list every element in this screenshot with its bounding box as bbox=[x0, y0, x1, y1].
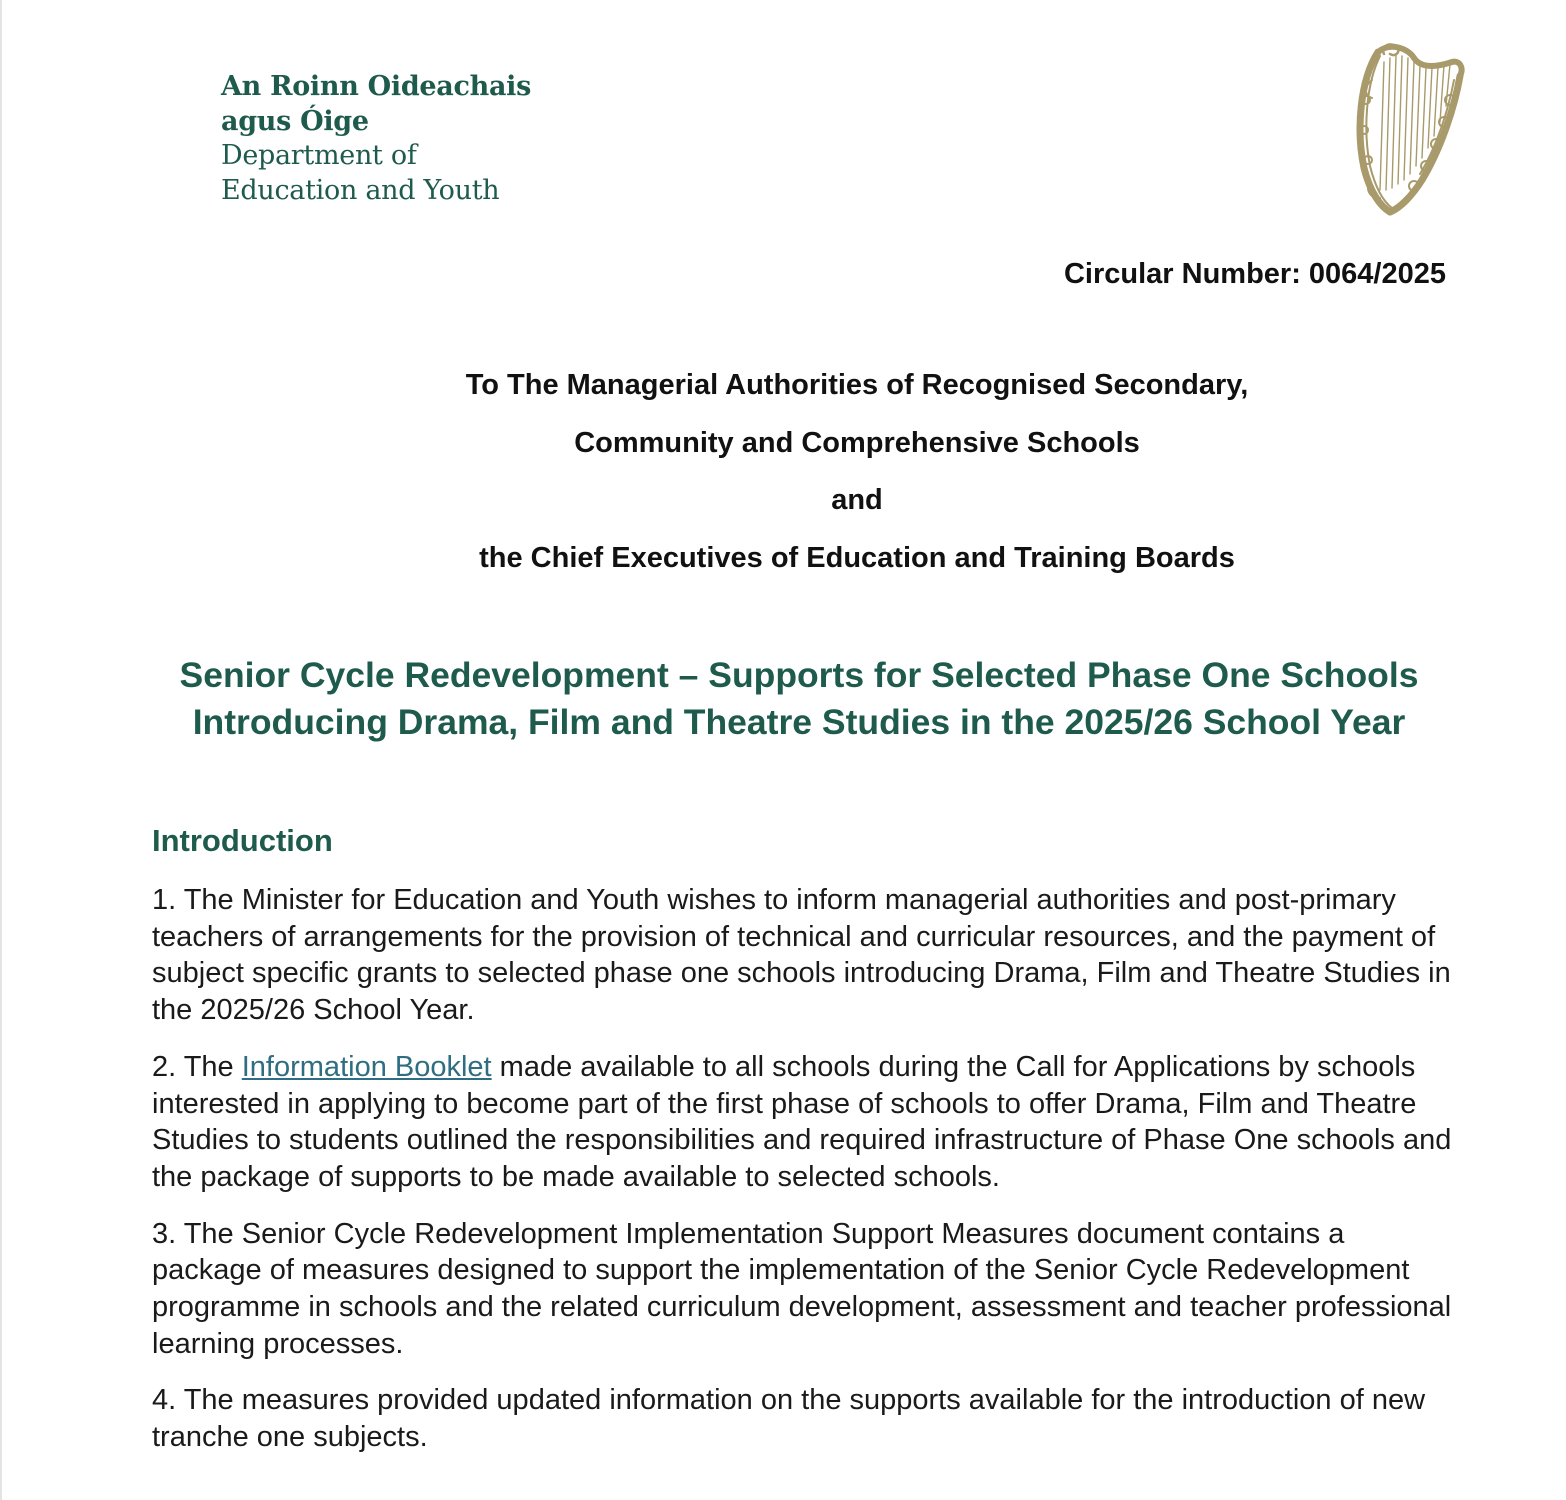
dept-english-line1: Department of bbox=[221, 140, 417, 171]
para2-prefix: 2. The bbox=[152, 1050, 242, 1083]
paragraph-4: 4. The measures provided updated information on the supports available for the introduction of new tranche one subjects. bbox=[152, 1384, 1426, 1454]
dept-english-line2: Education and Youth bbox=[221, 174, 500, 206]
para2-suffix: made available to all schools during the Call for Applications by schools interested in applying to become part of the first phase of schools to offer Drama, Film and Theatre Studies to students outlined the responsibilities and required infrastructure of Phase One schools and the package of supports to be made available to selected schools. bbox=[152, 1050, 1452, 1193]
title-line: Introducing Drama, Film and Theatre Studies in the 2025/26 School Year bbox=[192, 702, 1406, 742]
paragraph-1: 1. The Minister for Education and Youth wishes to inform managerial authorities and post-primary teachers of arrangements for the provision of technical and curricular resources, and the payment of subject specific grants to selected phase one schools introducing Drama, Film and Theatre Studies in the 2025/26 School Year. bbox=[152, 884, 1451, 1027]
page-edge bbox=[0, 0, 2, 1500]
circular-number: Circular Number: 0064/2025 bbox=[1063, 258, 1446, 290]
paragraph-2 bbox=[152, 1049, 1452, 1196]
introduction-body bbox=[152, 882, 1452, 1476]
title-line: Senior Cycle Redevelopment – Supports for Selected Phase One Schools bbox=[179, 655, 1419, 695]
addressee-block bbox=[330, 362, 1384, 592]
addressee-line: Community and Comprehensive Schools bbox=[574, 426, 1140, 459]
dept-irish-line2: agus Óige bbox=[221, 105, 369, 137]
dept-irish-line1: An Roinn Oideachais bbox=[221, 71, 531, 102]
document-title bbox=[120, 652, 1478, 746]
harp-crest-icon bbox=[1350, 40, 1466, 220]
addressee-line: and bbox=[831, 484, 883, 516]
addressee-line: To The Managerial Authorities of Recognised Secondary, bbox=[465, 369, 1249, 401]
information-booklet-link[interactable]: Information Booklet bbox=[241, 1050, 492, 1083]
paragraph-3: 3. The Senior Cycle Redevelopment Implementation Support Measures document contains a package of measures designed to support the implementation of the Senior Cycle Redevelopment programme in schools and the related curriculum development, assessment and teacher professional learning processes. bbox=[152, 1217, 1452, 1360]
department-name bbox=[221, 70, 531, 208]
addressee-line: the Chief Executives of Education and Training Boards bbox=[479, 541, 1235, 574]
section-heading-introduction: Introduction bbox=[152, 823, 333, 858]
